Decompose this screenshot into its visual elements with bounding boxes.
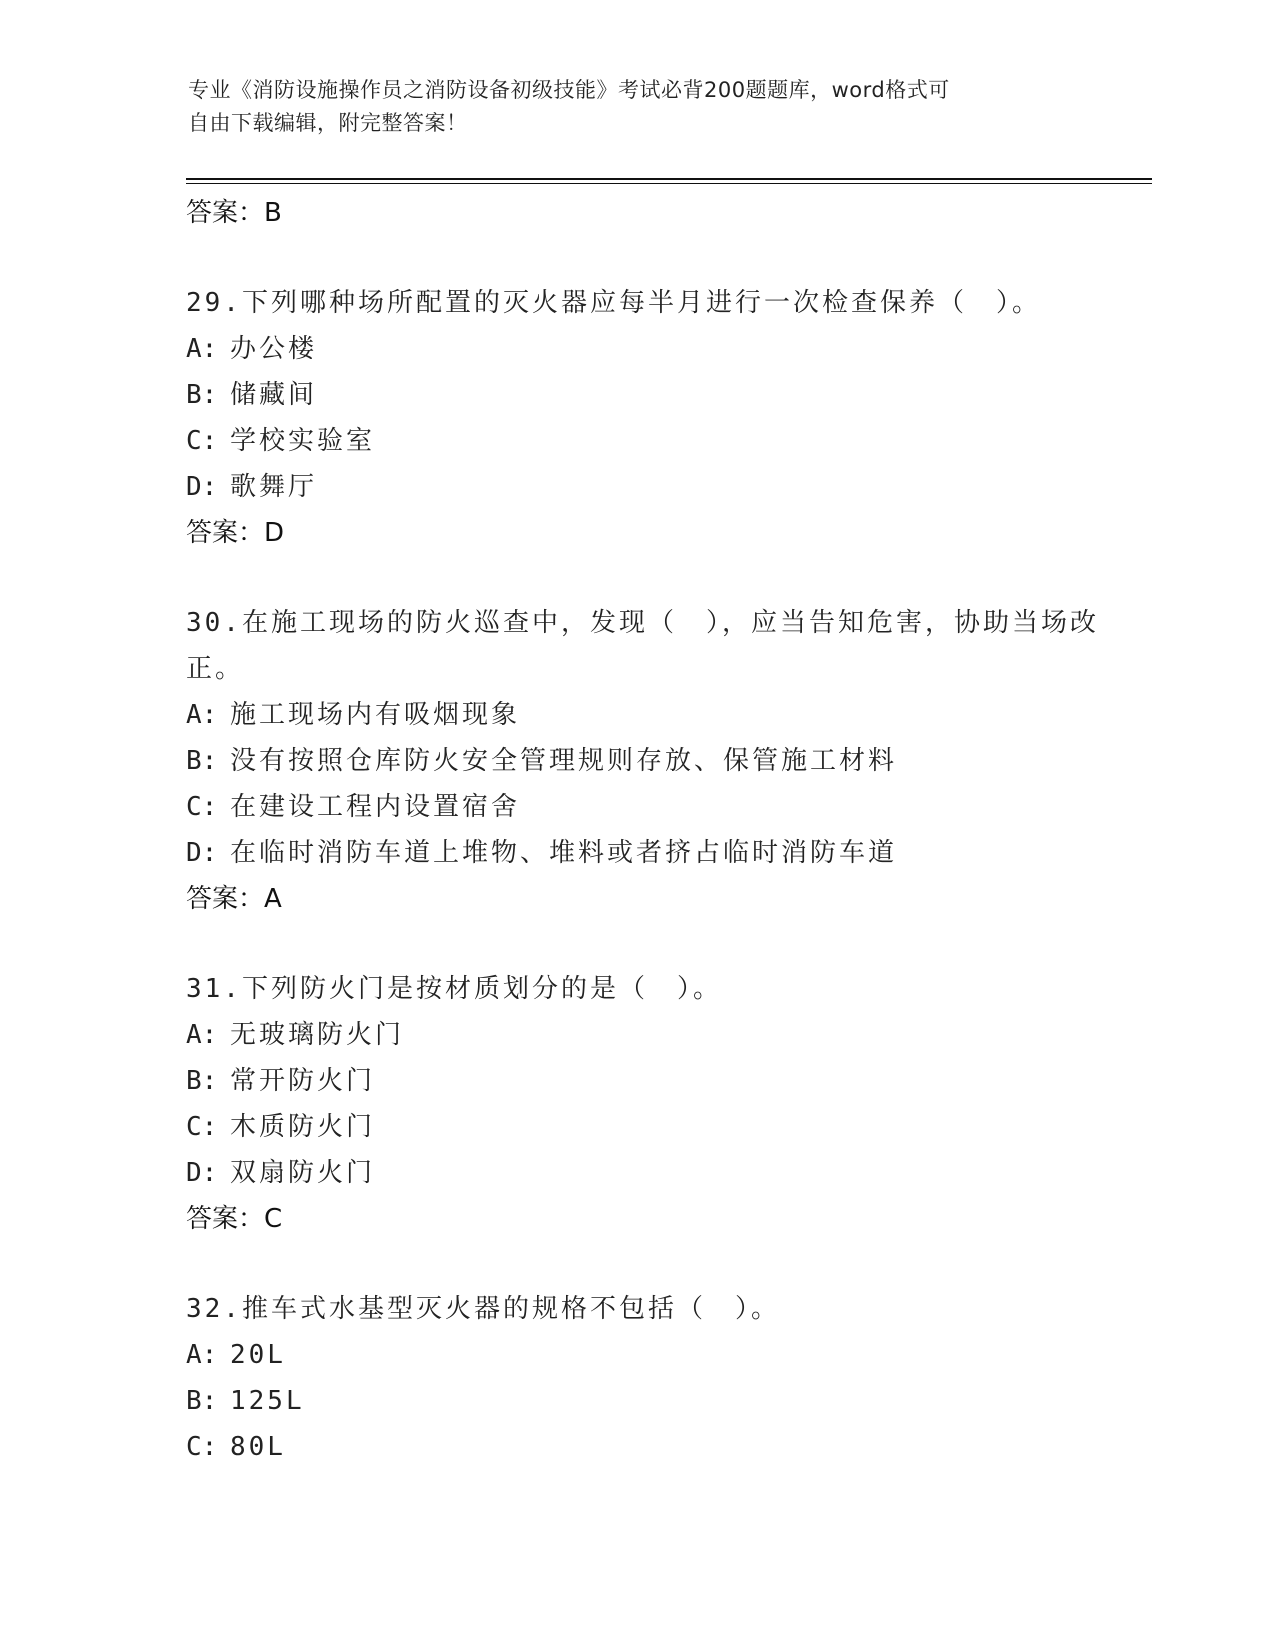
header-divider — [186, 178, 1152, 184]
option-key: A: — [186, 1340, 218, 1370]
document-header — [188, 74, 1068, 140]
question-31 — [186, 966, 1136, 1242]
option-text: 在临时消防车道上堆物、堆料或者挤占临时消防车道 — [230, 838, 898, 868]
option-key: C: — [186, 792, 218, 822]
option-d — [186, 830, 1136, 876]
option-a — [186, 692, 1136, 738]
question-stem: 32.推车式水基型灭火器的规格不包括（ ）。 — [186, 1294, 780, 1324]
spacer — [186, 922, 1136, 966]
question-list — [186, 190, 1136, 1470]
question-30 — [186, 600, 1136, 922]
option-key: D: — [186, 472, 218, 502]
option-c — [186, 1104, 1136, 1150]
option-text: 125L — [230, 1386, 305, 1416]
option-c — [186, 1424, 1136, 1470]
header-title-line1: 专业《消防设施操作员之消防设备初级技能》考试必背200题题库，word格式可 — [188, 78, 950, 102]
option-b — [186, 738, 1136, 784]
spacer — [186, 1242, 1136, 1286]
option-text: 办公楼 — [230, 334, 318, 364]
option-key: D: — [186, 838, 218, 868]
question-answer: 答案：A — [186, 884, 282, 914]
option-text: 80L — [230, 1432, 286, 1462]
option-d — [186, 464, 1136, 510]
option-a — [186, 326, 1136, 372]
question-29 — [186, 280, 1136, 556]
option-key: B: — [186, 746, 218, 776]
option-key: B: — [186, 1386, 218, 1416]
option-text: 学校实验室 — [230, 426, 376, 456]
question-stem: 29.下列哪种场所配置的灭火器应每半月进行一次检查保养（ ）。 — [186, 288, 1041, 318]
option-text: 歌舞厅 — [230, 472, 318, 502]
option-key: D: — [186, 1158, 218, 1188]
option-key: A: — [186, 700, 218, 730]
previous-answer: 答案：B — [186, 198, 282, 228]
option-text: 储藏间 — [230, 380, 318, 410]
option-key: A: — [186, 334, 218, 364]
header-title-line2: 自由下载编辑，附完整答案！ — [188, 111, 468, 135]
question-answer: 答案：D — [186, 518, 285, 548]
question-stem: 31.下列防火门是按材质划分的是（ ）。 — [186, 974, 722, 1004]
option-b — [186, 1058, 1136, 1104]
option-text: 20L — [230, 1340, 286, 1370]
option-text: 没有按照仓库防火安全管理规则存放、保管施工材料 — [230, 746, 898, 776]
option-b — [186, 1378, 1136, 1424]
option-key: B: — [186, 1066, 218, 1096]
option-text: 无玻璃防火门 — [230, 1020, 405, 1050]
question-32 — [186, 1286, 1136, 1470]
option-text: 施工现场内有吸烟现象 — [230, 700, 521, 730]
option-a — [186, 1332, 1136, 1378]
option-text: 双扇防火门 — [230, 1158, 376, 1188]
option-key: C: — [186, 1112, 218, 1142]
option-text: 在建设工程内设置宿舍 — [230, 792, 521, 822]
question-stem: 30.在施工现场的防火巡查中，发现（ ），应当告知危害，协助当场改正。 — [186, 608, 1099, 684]
option-key: A: — [186, 1020, 218, 1050]
option-key: C: — [186, 426, 218, 456]
spacer — [186, 556, 1136, 600]
question-answer: 答案：C — [186, 1204, 283, 1234]
option-c — [186, 784, 1136, 830]
spacer — [186, 236, 1136, 280]
option-text: 木质防火门 — [230, 1112, 376, 1142]
option-a — [186, 1012, 1136, 1058]
option-c — [186, 418, 1136, 464]
option-key: C: — [186, 1432, 218, 1462]
option-text: 常开防火门 — [230, 1066, 376, 1096]
option-b — [186, 372, 1136, 418]
option-d — [186, 1150, 1136, 1196]
option-key: B: — [186, 380, 218, 410]
